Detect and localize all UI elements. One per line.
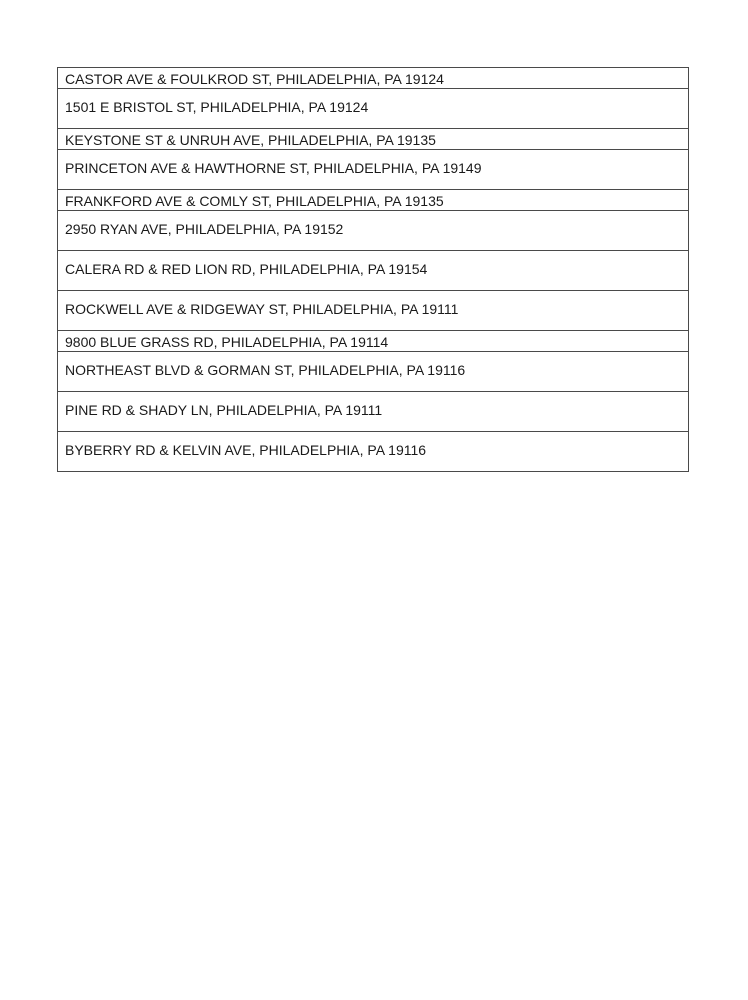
address-cell [58, 352, 689, 392]
address-cell [58, 211, 689, 251]
table-row [58, 190, 689, 211]
address-cell [58, 331, 689, 352]
table-row [58, 68, 689, 89]
address-text: 1501 E BRISTOL ST, PHILADELPHIA, PA 19124 [65, 99, 369, 115]
address-table [57, 67, 689, 472]
table-row [58, 432, 689, 472]
table-row [58, 251, 689, 291]
address-text: ROCKWELL AVE & RIDGEWAY ST, PHILADELPHIA, PA 19111 [65, 301, 459, 317]
address-cell [58, 432, 689, 472]
address-cell [58, 150, 689, 190]
address-cell [58, 190, 689, 211]
address-text: NORTHEAST BLVD & GORMAN ST, PHILADELPHIA, PA 19116 [65, 362, 466, 378]
table-row [58, 291, 689, 331]
address-cell [58, 129, 689, 150]
address-cell [58, 291, 689, 331]
table-row [58, 331, 689, 352]
table-row [58, 129, 689, 150]
address-text: 9800 BLUE GRASS RD, PHILADELPHIA, PA 19114 [65, 334, 389, 350]
table-row [58, 150, 689, 190]
table-row [58, 352, 689, 392]
table-row [58, 89, 689, 129]
table-row [58, 392, 689, 432]
address-text: FRANKFORD AVE & COMLY ST, PHILADELPHIA, PA 19135 [65, 193, 444, 209]
address-cell [58, 251, 689, 291]
address-text: BYBERRY RD & KELVIN AVE, PHILADELPHIA, PA 19116 [65, 442, 427, 458]
address-text: PRINCETON AVE & HAWTHORNE ST, PHILADELPHIA, PA 19149 [65, 160, 482, 176]
address-text: CASTOR AVE & FOULKROD ST, PHILADELPHIA, PA 19124 [65, 71, 444, 87]
address-text: PINE RD & SHADY LN, PHILADELPHIA, PA 19111 [65, 402, 383, 418]
address-text: KEYSTONE ST & UNRUH AVE, PHILADELPHIA, PA 19135 [65, 132, 436, 148]
address-cell [58, 89, 689, 129]
address-cell [58, 68, 689, 89]
address-text: 2950 RYAN AVE, PHILADELPHIA, PA 19152 [65, 221, 344, 237]
address-cell [58, 392, 689, 432]
table-row [58, 211, 689, 251]
address-text: CALERA RD & RED LION RD, PHILADELPHIA, PA 19154 [65, 261, 428, 277]
